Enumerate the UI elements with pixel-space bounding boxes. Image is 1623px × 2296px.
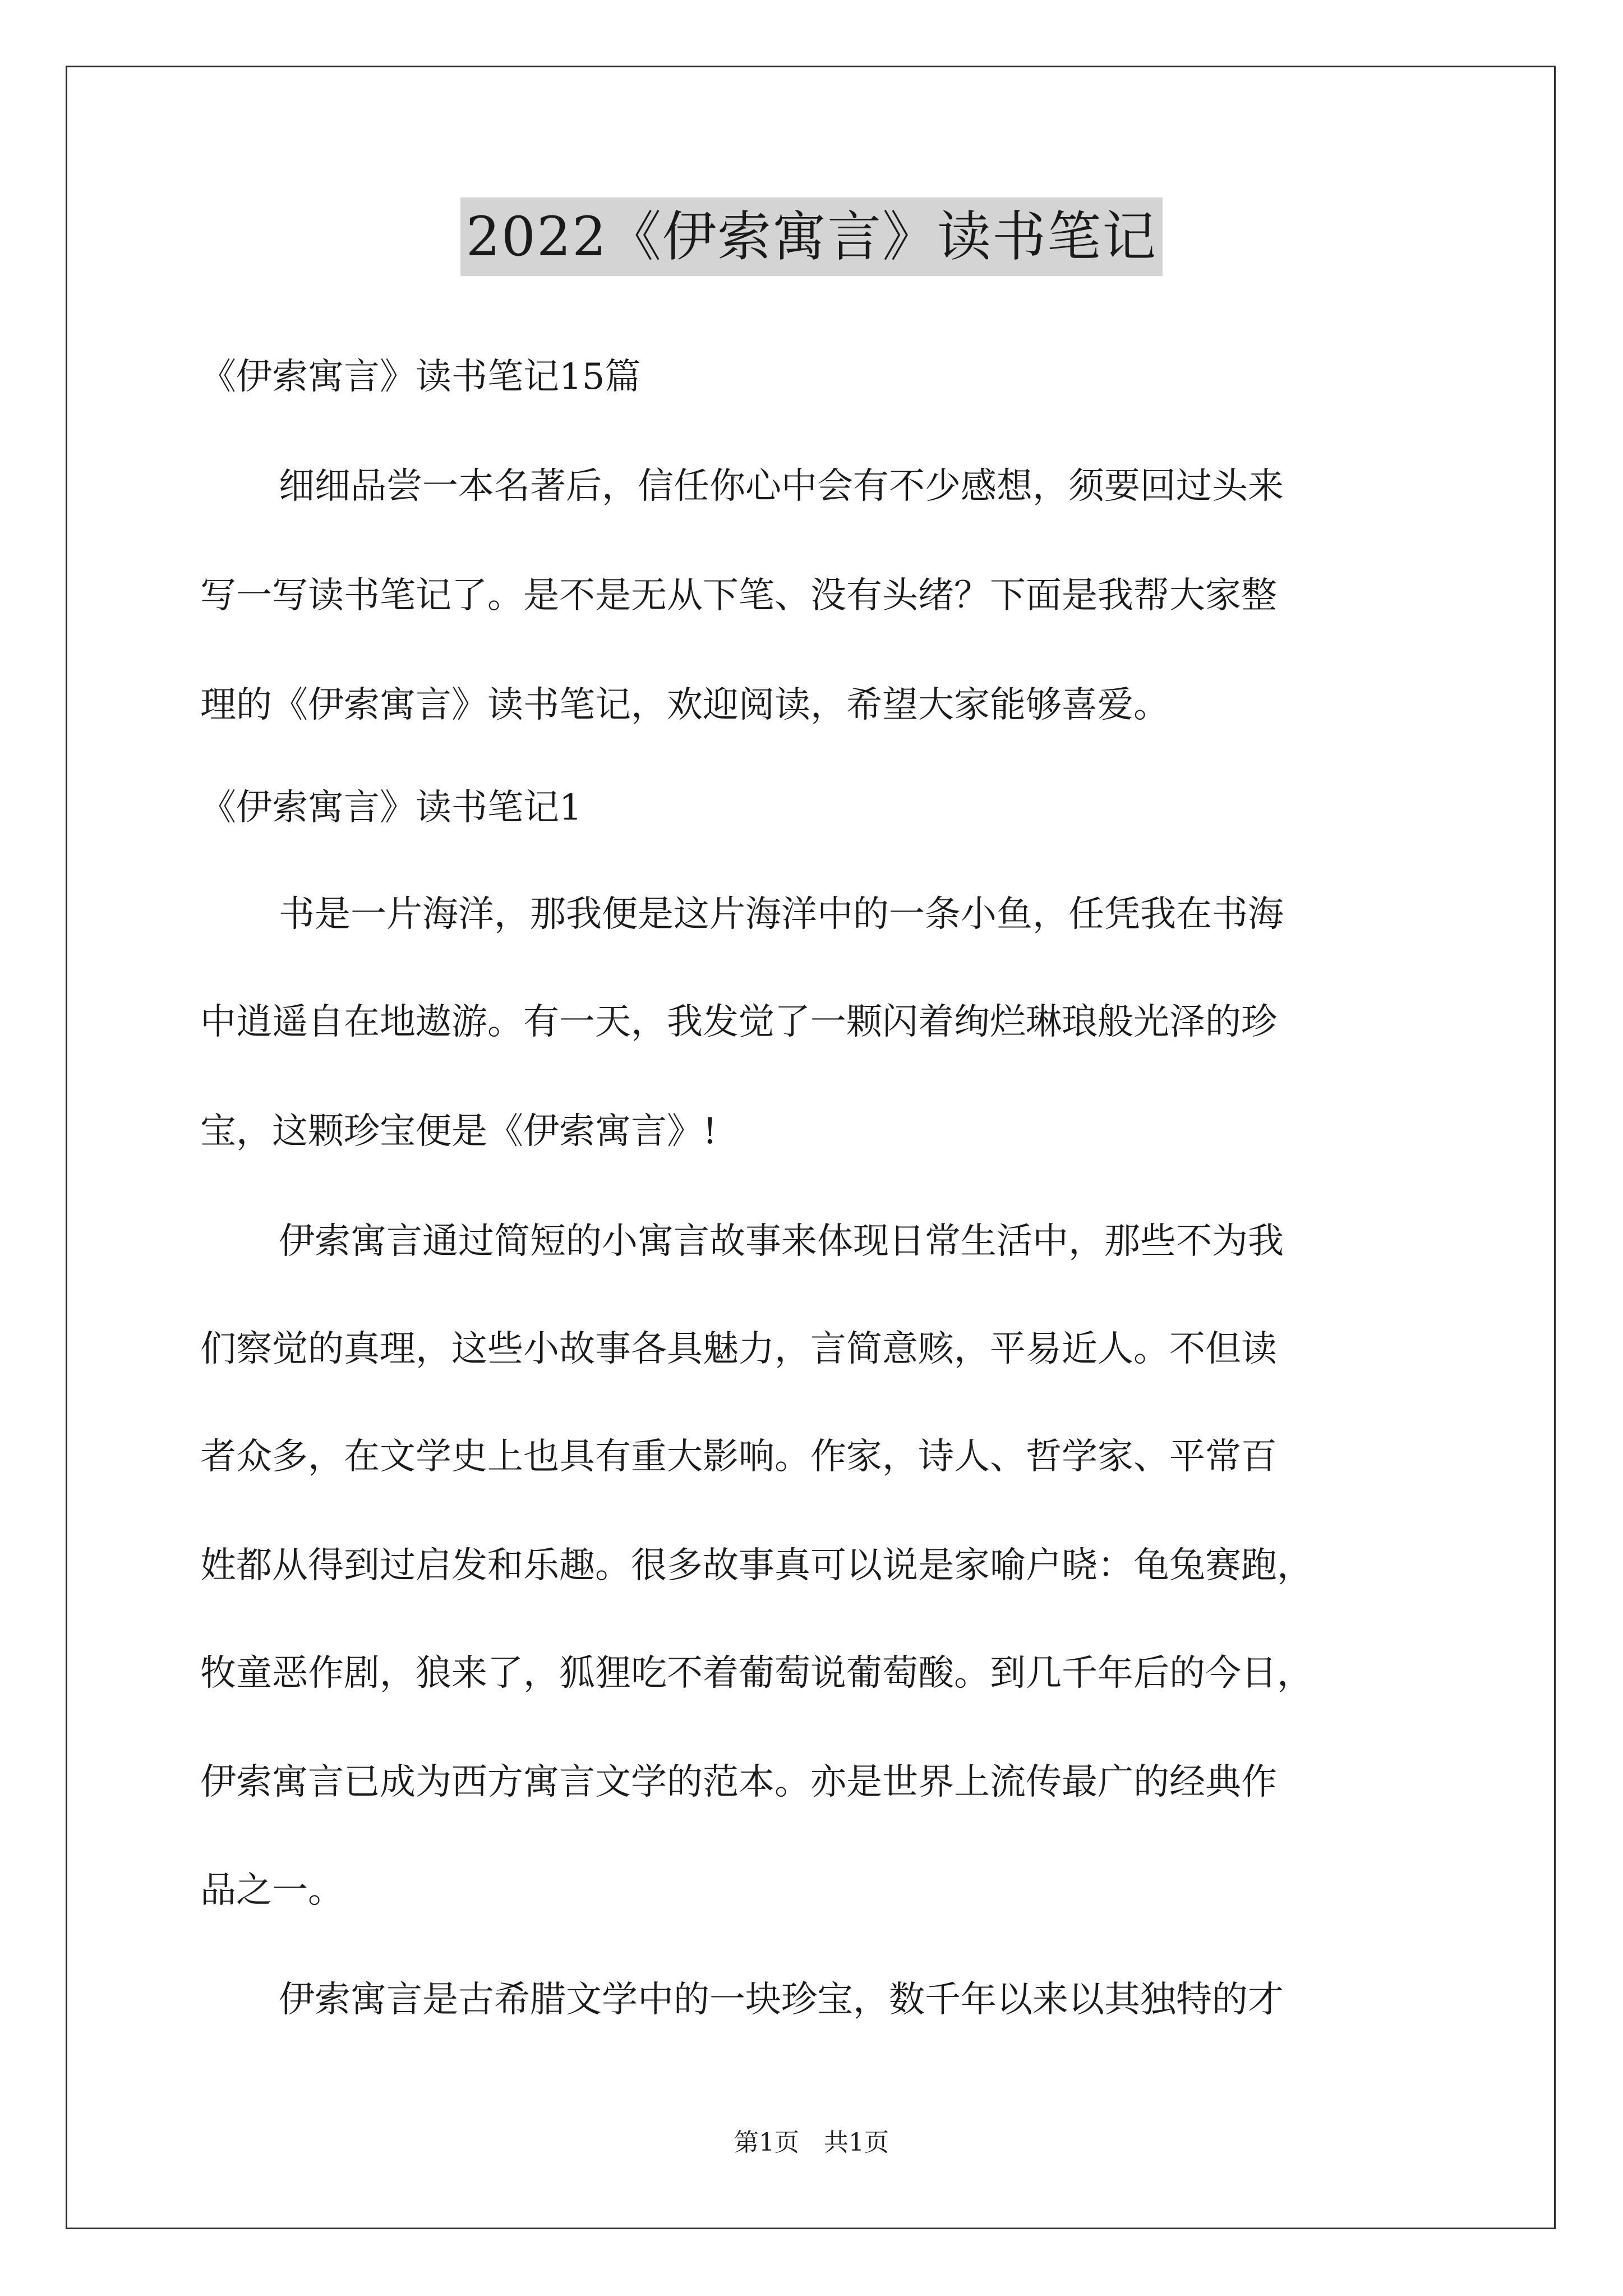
subtitle: 《伊索寓言》读书笔记15篇 — [200, 356, 641, 398]
para2-line-4: 姓都从得到过启发和乐趣。很多故事真可以说是家喻户晓：龟兔赛跑， — [200, 1545, 1313, 1586]
para3-line-1: 伊索寓言是古希腊文学中的一块珍宝，数千年以来以其独特的才 — [279, 1979, 1284, 2021]
document-title: 2022《伊索寓言》读书笔记 — [460, 197, 1163, 276]
para1-line-1: 书是一片海洋，那我便是这片海洋中的一条小鱼，任凭我在书海 — [279, 894, 1284, 935]
para2-line-2: 们察觉的真理，这些小故事各具魅力，言简意赅，平易近人。不但读 — [200, 1328, 1277, 1370]
para1-line-2: 中逍遥自在地遨游。有一天，我发觉了一颗闪着绚烂琳琅般光泽的珍 — [200, 1001, 1277, 1043]
section-heading: 《伊索寓言》读书笔记1 — [200, 787, 582, 829]
para2-line-1: 伊索寓言通过简短的小寓言故事来体现日常生活中，那些不为我 — [279, 1221, 1284, 1262]
para2-line-3: 者众多，在文学史上也具有重大影响。作家，诗人、哲学家、平常百 — [200, 1436, 1277, 1478]
intro-line-1: 细细品尝一本名著后，信任你心中会有不少感想，须要回过头来 — [279, 466, 1284, 507]
page-footer: 第1页 共1页 — [734, 2128, 889, 2157]
para2-line-7: 品之一。 — [200, 1870, 344, 1911]
para2-line-6: 伊索寓言已成为西方寓言文学的范本。亦是世界上流传最广的经典作 — [200, 1761, 1277, 1803]
para1-line-3: 宝，这颗珍宝便是《伊索寓言》! — [200, 1111, 717, 1152]
title-container — [0, 197, 1623, 276]
intro-line-3: 理的《伊索寓言》读书笔记，欢迎阅读，希望大家能够喜爱。 — [200, 684, 1169, 726]
intro-line-2: 写一写读书笔记了。是不是无从下笔、没有头绪？下面是我帮大家整 — [200, 575, 1277, 616]
para2-line-5: 牧童恶作剧，狼来了，狐狸吃不着葡萄说葡萄酸。到几千年后的今日， — [200, 1653, 1313, 1694]
